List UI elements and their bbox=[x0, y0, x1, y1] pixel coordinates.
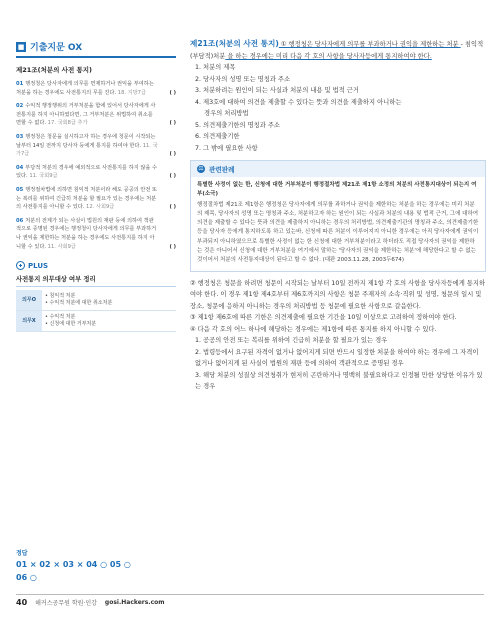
ox-item-source: 11. 국가7급 bbox=[16, 142, 158, 158]
list-item: 4. 제3호에 대하여 의견을 제출할 수 있다는 뜻과 의견을 제출하지 아니하는 bbox=[195, 98, 402, 106]
square-bullet-icon: ■ bbox=[17, 42, 25, 51]
ox-item-source: 17. 국회8급 추가 bbox=[47, 120, 88, 127]
right-column bbox=[190, 38, 486, 393]
plus-row-key: 의무O bbox=[16, 290, 42, 311]
list-item: 2. 당사자의 성명 또는 명칭과 주소 bbox=[195, 75, 291, 83]
ox-item-text: 처분의 전제가 되는 사실이 법원의 재판 등에 의하여 객관적으로 증명된 경우에는 행정청이 당사자에게 의무를 부과하거나 권익을 제한하는 처분을 하는 경우에도 사전통지를 하지 아니할 수 있다. bbox=[16, 217, 157, 250]
ox-item bbox=[16, 186, 176, 212]
paragraph-1-tail: 을 하는 경우에는 미리 다음 각 호의 사항을 당사자등에게 통지하여야 한다. bbox=[225, 52, 432, 60]
plus-row-values bbox=[42, 290, 176, 311]
list-item: 1. 공공의 안전 또는 복리를 위하여 긴급히 처분을 할 필요가 있는 경우 bbox=[195, 337, 388, 345]
left-column bbox=[16, 40, 176, 332]
ox-item bbox=[16, 133, 176, 159]
ox-title: 기출지문 OX bbox=[30, 43, 83, 53]
site-url: gosi.Hackers.com bbox=[104, 598, 165, 606]
ox-answer-blank: ( ) bbox=[169, 151, 176, 158]
plus-row-line: • 수익적 처분 bbox=[45, 314, 76, 321]
paragraph-2: ② 행정청은 청문을 하려면 청문이 시작되는 날부터 10일 전까지 제1항 각 호의 사항을 당사자등에게 통지하여야 한다. 이 경우 제1항 제4호부터 제6호까지의 사항은 청문 주재자의 소속·직위 및 성명, 청문의 일시 및 장소, 청문에 응하지 아니하는 경우의 처리방법 등 청문에 필요한 사항으로 갈음한다. bbox=[190, 279, 486, 310]
case-text: 행정절차법 제21조 제1항은 행정청은 당사자에게 의무를 과하거나 권익을 제한하는 처분을 하는 경우에는 미리 처분의 제목, 당사자의 성명 또는 명칭과 주소, 처분하고자 하는 원인이 되는 사실과 처분의 내용 및 법적 근거, 그에 대하여 의견을 제출할 수 있다는 뜻과 의견을 제출하지 아니하는 경우의 처리방법, 의견제출기관의 명칭과 주소, 의견제출기한 등을 당사자 등에게 통지하도록 하고 있는바, 신청에 따른 처분이 이루어지지 아니한 경우에는 아직 당사자에게 권익이 부과되지 아니하였으므로 특별한 사정이 없는 한 신청에 대한 거부처분이라고 하더라도 직접 당사자의 권익을 제한하는 것은 아니어서 신청에 대한 거부처분을 여기에서 말하는 '당사자의 권익을 제한하는 처분'에 해당한다고 할 수 없는 것이어서 처분의 사전통지대상이 된다고 할 수 없다. bbox=[197, 201, 479, 264]
plus-row bbox=[16, 311, 176, 332]
ox-header bbox=[16, 40, 176, 58]
ox-answer-blank: ( ) bbox=[169, 89, 176, 96]
ox-item-source: 11. 사회9급 bbox=[47, 243, 76, 250]
plus-row-line: • 신청에 대한 거부처분 bbox=[45, 321, 97, 328]
ox-item-text: 수익적 행정행위의 거부처분을 함에 있어서 당사자에게 사전통지를 하지 아니하였다면, 그 거부처분은 위법하여 취소를 면할 수 없다. bbox=[16, 103, 156, 127]
ox-item-number: 04 bbox=[16, 164, 24, 171]
ox-item bbox=[16, 164, 176, 181]
answer-box bbox=[16, 548, 176, 583]
ox-item-number: 03 bbox=[16, 133, 24, 140]
case-question: 특별한 사정이 없는 한, 신청에 대한 거부처분이 행정절차법 제21조 제1항 소정의 처분의 사전통지대상이 되는지 여부(소극) bbox=[197, 182, 477, 198]
case-header bbox=[191, 161, 485, 177]
ox-item-text: 행정절차법에 의하면 침익적 처분이라 해도 공공의 안전 또는 복리를 위하여 긴급히 처분을 할 필요가 있는 경우에는 처분의 사전통지를 아니할 수 있다. bbox=[16, 186, 158, 211]
gavel-icon: ⚖ bbox=[198, 165, 204, 172]
plus-row-line: • 침익적 처분 bbox=[45, 293, 76, 300]
plus-box bbox=[16, 261, 176, 332]
ox-item bbox=[16, 217, 176, 251]
book-name: 해커스공무원 학원·인강 bbox=[35, 599, 97, 607]
ox-item-number: 06 bbox=[16, 217, 24, 224]
ox-item-source: 12. 사회9급 bbox=[86, 204, 115, 211]
answer-label: 정답 bbox=[16, 550, 28, 557]
ox-answer-blank: ( ) bbox=[169, 173, 176, 180]
plus-row-values bbox=[42, 311, 176, 332]
case-body bbox=[191, 177, 485, 271]
plus-title: PLUS bbox=[28, 261, 49, 270]
list-item: 2. 법령등에서 요구된 자격이 없거나 없어지게 되면 반드시 일정한 처분을 하여야 하는 경우에 그 자격이 없거나 없어지게 된 사실이 법원의 재판 등에 의하여 객관적으로 증명된 경우 bbox=[195, 348, 479, 368]
page-number: 40 bbox=[16, 597, 28, 607]
article-title: 제21조(처분의 사전 통지) bbox=[190, 39, 279, 48]
paragraph-1 bbox=[190, 38, 486, 62]
paragraph-1-lead: ① 행정청은 당사자에게 의무를 부과하거나 권익을 제한하는 처분 bbox=[278, 41, 461, 48]
ox-item-text: 행정청은 청문을 실시하고자 하는 경우에 청문이 시작되는 날부터 14일 전까지 당사자 등에게 통지를 하여야 한다. bbox=[16, 133, 156, 149]
paragraph-4: ④ 다음 각 호의 어느 하나에 해당하는 경우에는 제1항에 따른 통지를 하지 아니할 수 있다. bbox=[190, 325, 437, 333]
ox-item-number: 01 bbox=[16, 81, 24, 87]
list-item: 3. 처분하려는 원인이 되는 사실과 처분의 내용 및 법적 근거 bbox=[195, 87, 359, 94]
ox-item-source: 18. 지방7급 bbox=[117, 89, 146, 96]
list-item: 7. 그 밖에 필요한 사항 bbox=[195, 144, 258, 152]
ox-subtitle: 제21조(처분의 사전 통지) bbox=[16, 66, 93, 74]
answer-line-2: 06 ○ bbox=[16, 573, 37, 582]
page-footer bbox=[16, 594, 484, 606]
case-title: 관련판례 bbox=[209, 166, 235, 174]
list-item: 1. 처분의 제목 bbox=[195, 64, 236, 71]
plus-table bbox=[16, 290, 176, 332]
case-box bbox=[190, 160, 486, 272]
ox-item-text: 부당적 처분의 경우에 예외적으로 사전통지를 하지 않을 수 있다. bbox=[16, 164, 158, 180]
plus-row bbox=[16, 290, 176, 311]
ox-item-number: 02 bbox=[16, 103, 24, 110]
ox-item-source: 11. 국회9급 bbox=[29, 173, 58, 180]
ox-answer-blank: ( ) bbox=[169, 204, 176, 211]
ox-item bbox=[16, 80, 176, 97]
paragraph-1-note: - 침익적(부담적)처분 bbox=[190, 41, 484, 60]
plus-row-line: • 수익적 처분에 대한 취소처분 bbox=[45, 300, 113, 307]
item-list-1 bbox=[190, 62, 486, 154]
plus-header bbox=[16, 261, 176, 270]
ox-answer-blank: ( ) bbox=[169, 120, 176, 127]
list-item: 3. 해당 처분의 성질상 의견청취가 현저히 곤란하거나 명백히 불필요하다고 인정될 만한 상당한 이유가 있는 경우 bbox=[195, 371, 483, 391]
plus-circle-icon bbox=[16, 261, 25, 270]
ox-item bbox=[16, 102, 176, 128]
ox-item-number: 05 bbox=[16, 186, 24, 193]
case-citation: (대판 2003.11.28, 2003두674) bbox=[322, 257, 405, 264]
ox-list bbox=[16, 80, 176, 251]
list-item: 6. 의견제출기한 bbox=[195, 133, 240, 140]
plus-subtitle: 사전통지 의무대상 여부 정리 bbox=[16, 274, 176, 287]
list-item: 경우의 처리방법 bbox=[204, 110, 249, 117]
answer-line-1: 01 × 02 × 03 × 04 ○ 05 ○ bbox=[16, 560, 131, 569]
ox-item-text: 행정청은 당사자에게 의무를 면제하거나 권익을 부여하는 처분을 하는 경우에도 사전통지의 무를 진다. bbox=[16, 81, 154, 96]
ox-answer-blank: ( ) bbox=[169, 243, 176, 250]
plus-row-key: 의무X bbox=[16, 311, 42, 332]
item-list-2 bbox=[190, 335, 486, 393]
paragraph-3: ③ 제1항 제6호에 따른 기한은 의견제출에 필요한 기간을 10일 이상으로 고려하여 정하여야 한다. bbox=[190, 314, 457, 322]
list-item: 5. 의견제출기한의 명칭과 주소 bbox=[195, 121, 281, 129]
